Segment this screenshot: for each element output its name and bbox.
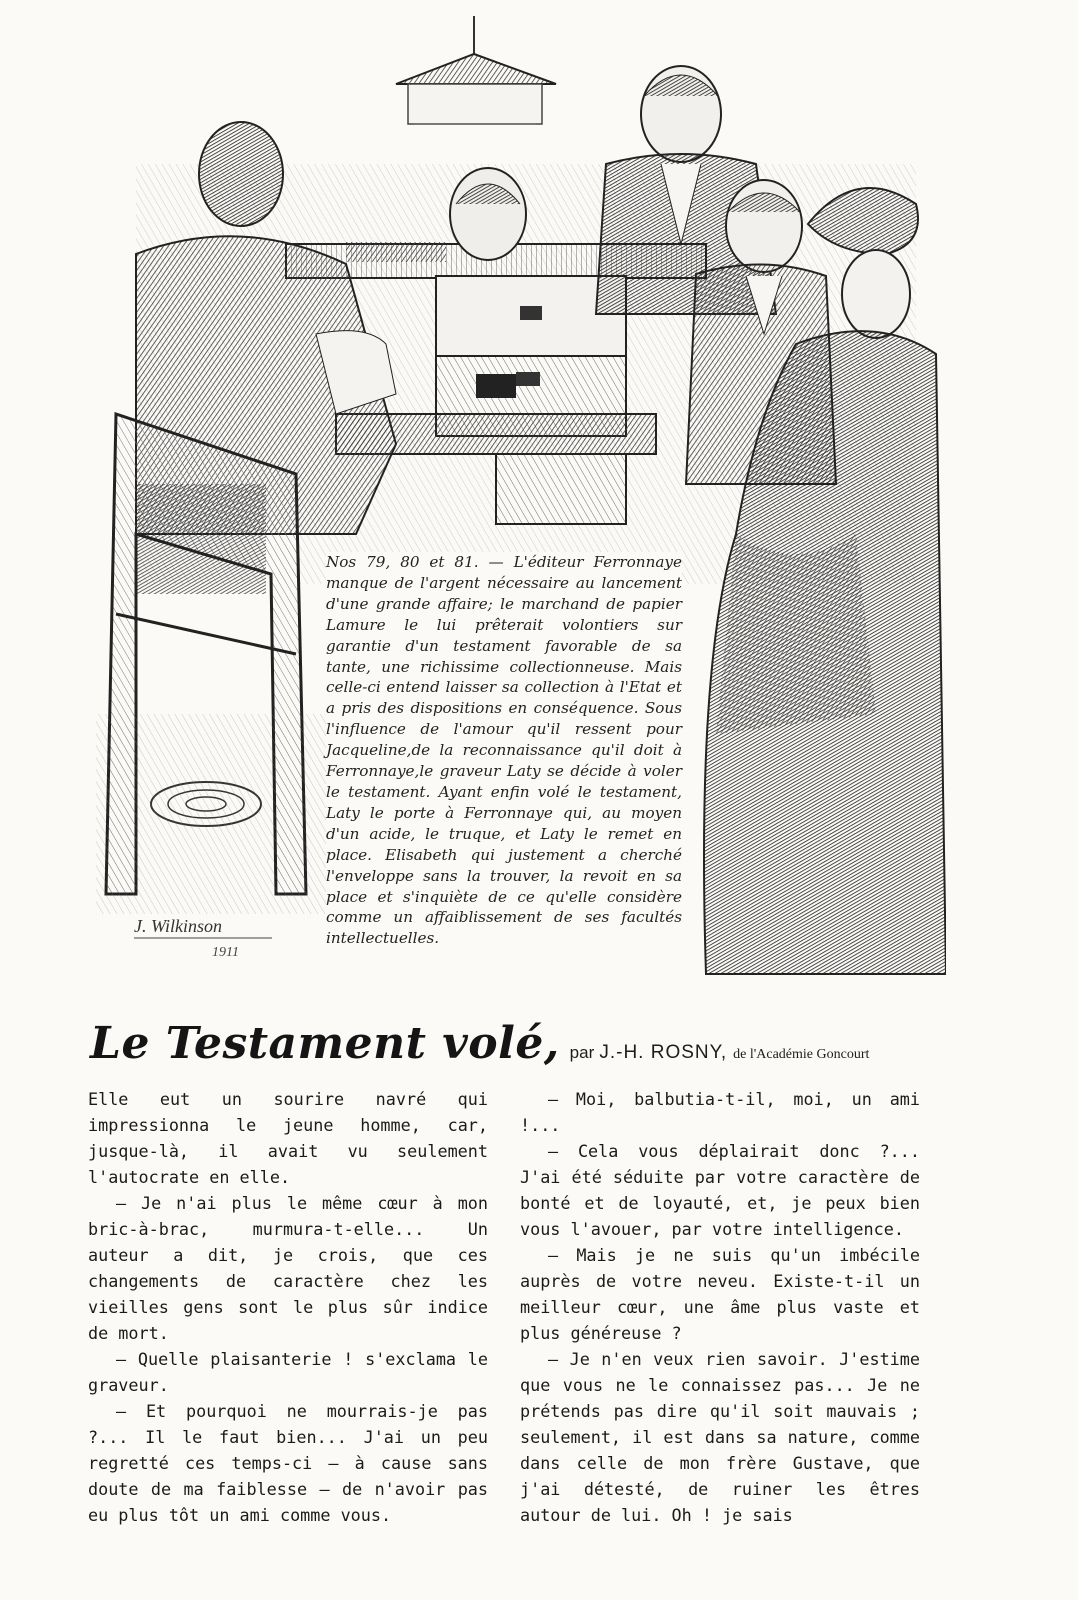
svg-text:J. Wilkinson: J. Wilkinson — [134, 916, 222, 936]
paragraph: — Cela vous déplairait donc ?... J'ai été séduite par votre caractère de bonté et de loyauté, et, je peux bien vous l'avouer, par votre intelligence. — [520, 1141, 920, 1239]
author-name: J.-H. ROSNY, — [599, 1042, 728, 1063]
illustration-caption: Nos 79, 80 et 81. — L'éditeur Ferronnaye manque de l'argent nécessaire au lancement d'une grande affaire; le marchand de papier Lamure le lui prêterait volontiers sur garantie d'un testament favorable de sa tante, une richissime collectionneuse. Mais celle-ci entend laisser sa collection à l'Etat et a pris des dispositions en conséquence. Sous l'influence de l'amour qu'il ressent pour Jacqueline,de la reconnaissance qu'il doit à Ferronnaye,le graveur Laty se décide à voler le testament. Ayant enfin volé le testament, Laty le porte à Ferronnaye qui, au moyen d'un acide, le truque, et Laty le remet en place. Elisabeth qui justement a cherché l'enveloppe sans la trouver, la revoit en sa place et s'inquiète de ce qu'elle considère comme un affaiblissement de ses facultés intellectuelles. — [326, 553, 682, 948]
paragraph: Elle eut un sourire navré qui impressionna le jeune homme, car, jusque-là, il avait vu seulement l'autocrate en elle. — [88, 1089, 488, 1187]
paragraph: — Je n'en veux rien savoir. J'estime que vous ne le connaissez pas... Je ne prétends pas dire qu'il soit mauvais ; seulement, il est dans sa nature, comme dans celle de mon frère Gustave, que j'ai détesté, de ruiner les êtres autour de lui. Oh ! je sais — [520, 1349, 920, 1525]
artist-signature — [132, 910, 282, 962]
paragraph: — Quelle plaisanterie ! s'exclama le graveur. — [88, 1349, 488, 1395]
paragraph: — Mais je ne suis qu'un imbécile auprès de votre neveu. Existe-t-il un meilleur cœur, une âme plus vaste et plus généreuse ? — [520, 1245, 920, 1343]
text-column-right — [520, 1086, 920, 1528]
paragraph: — Moi, balbutia-t-il, moi, un ami !... — [520, 1089, 920, 1135]
paragraph: — Je n'ai plus le même cœur à mon bric-à-brac, murmura-t-elle... Un auteur a dit, je crois, que ces changements de caractère chez les vieilles gens sont le plus sûr indice de mort. — [88, 1193, 488, 1343]
paragraph: — Et pourquoi ne mourrais-je pas ?... Il le faut bien... J'ai un peu regretté ces temps-ci — à cause sans doute de ma faiblesse — de n'avoir pas eu plus tôt un ami comme vous. — [88, 1401, 488, 1525]
article-title: Le Testament volé, — [90, 1018, 560, 1069]
text-column-left — [88, 1086, 488, 1528]
author-academy: de l'Académie Goncourt — [733, 1047, 870, 1062]
byline-par: par — [569, 1043, 595, 1062]
svg-text:1911: 1911 — [212, 945, 239, 960]
article-heading — [90, 1018, 970, 1074]
